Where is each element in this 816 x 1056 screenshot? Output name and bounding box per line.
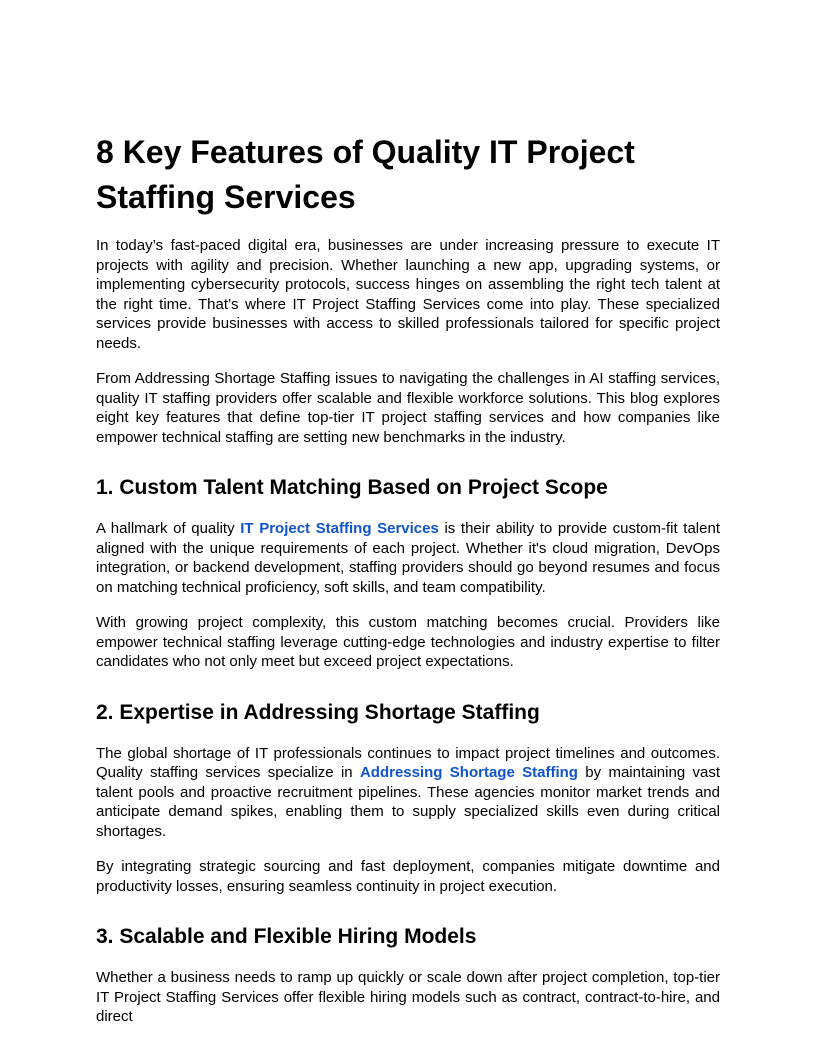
section-hiring-models bbox=[96, 924, 720, 1027]
section-shortage-staffing bbox=[96, 700, 720, 897]
addressing-shortage-staffing-link[interactable]: Addressing Shortage Staffing bbox=[359, 764, 578, 781]
paragraph-text: A hallmark of quality bbox=[96, 520, 241, 537]
paragraph-text: by maintaining vast talent pools and proactive recruitment pipelines. These agencies monitor market trends and anticipate demand spikes, enabling them to supply specialized skills even during critical shortages. bbox=[96, 764, 720, 840]
it-project-staffing-services-link[interactable]: IT Project Staffing Services bbox=[240, 520, 439, 537]
intro-paragraph-2: From Addressing Shortage Staffing issues to navigating the challenges in AI staffing services, quality IT staffing providers offer scalable and flexible workforce solutions. This blog explores eight key features that define top-tier IT project staffing services and how companies like empower technical staffing are setting new benchmarks in the industry. bbox=[96, 370, 720, 446]
section-heading-2: 2. Expertise in Addressing Shortage Staffing bbox=[96, 700, 540, 724]
section-2-paragraph-1 bbox=[96, 744, 720, 842]
section-1-paragraph-2: With growing project complexity, this custom matching becomes crucial. Providers like empower technical staffing leverage cutting-edge technologies and industry expertise to filter candidates who not only meet but exceed project expectations. bbox=[96, 614, 720, 670]
paragraph-text: The global shortage of IT professionals continues to impact project timelines and outcomes. Quality staffing services specialize in bbox=[96, 744, 720, 781]
section-heading-1: 1. Custom Talent Matching Based on Project Scope bbox=[96, 476, 608, 499]
section-2-paragraph-2: By integrating strategic sourcing and fast deployment, companies mitigate downtime and productivity losses, ensuring seamless continuity in project execution. bbox=[96, 858, 720, 895]
paragraph-text: is their ability to provide custom-fit talent aligned with the unique requirements of each project. Whether it's cloud migration, DevOps integration, or backend development, staffing providers should go beyond resumes and focus on matching technical proficiency, soft skills, and team compatibility. bbox=[96, 520, 720, 596]
section-1-paragraph-1 bbox=[96, 519, 720, 597]
section-heading-3: 3. Scalable and Flexible Hiring Models bbox=[96, 925, 477, 948]
document-title: 8 Key Features of Quality IT Project Staffing Services bbox=[96, 134, 635, 215]
section-custom-talent-matching bbox=[96, 475, 720, 672]
section-3-paragraph-1: Whether a business needs to ramp up quickly or scale down after project completion, top-tier IT Project Staffing Services offer flexible hiring models such as contract, contract-to-hire, and direct bbox=[96, 969, 720, 1025]
intro-paragraph-1: In today’s fast-paced digital era, businesses are under increasing pressure to execute IT projects with agility and precision. Whether launching a new app, upgrading systems, or implementing cybersecurity protocols, success hinges on assembling the right tech talent at the right time. That’s where IT Project Staffing Services come into play. These specialized services provide businesses with access to skilled professionals tailored for specific project needs. bbox=[96, 237, 720, 352]
